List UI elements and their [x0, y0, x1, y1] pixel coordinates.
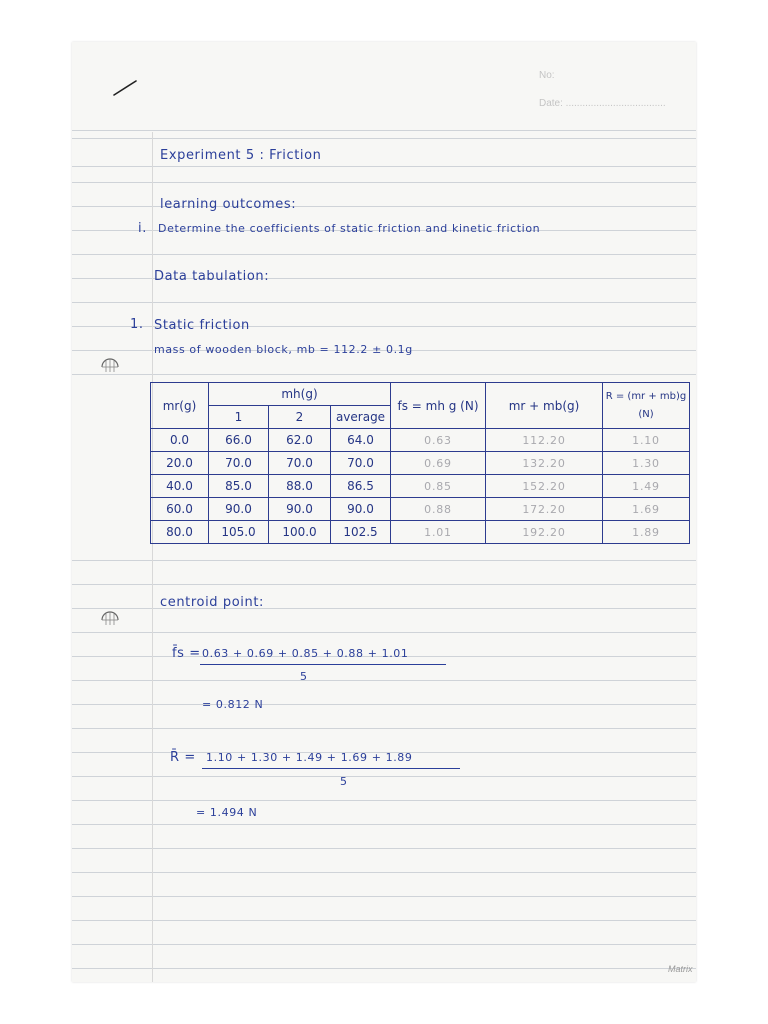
cell-mass-sum: 192.20 [486, 521, 603, 544]
cell-trial-1: 85.0 [209, 475, 269, 498]
header-mh: mh(g) [209, 383, 391, 406]
cell-R: 1.89 [603, 521, 690, 544]
binder-hole-icon [100, 355, 120, 373]
table-header-row [151, 383, 690, 406]
cell-trial-1: 105.0 [209, 521, 269, 544]
notebook-page [72, 42, 696, 982]
ruled-line [72, 920, 696, 921]
R-numerator: 1.10 + 1.30 + 1.49 + 1.69 + 1.89 [206, 751, 413, 764]
table-row [151, 475, 690, 498]
cell-mr: 0.0 [151, 429, 209, 452]
cell-average: 64.0 [331, 429, 391, 452]
ruled-line [72, 166, 696, 167]
table-row [151, 498, 690, 521]
ruled-line [72, 302, 696, 303]
table-row [151, 452, 690, 475]
ruled-line [72, 182, 696, 183]
number-label: No: [539, 70, 555, 81]
cell-trial-1: 90.0 [209, 498, 269, 521]
cell-average: 90.0 [331, 498, 391, 521]
header-average: average [331, 406, 391, 429]
R-denominator: 5 [340, 775, 348, 788]
header-fs: fs = mh g (N) [391, 383, 486, 429]
cell-fs: 0.69 [391, 452, 486, 475]
cell-mr: 60.0 [151, 498, 209, 521]
cell-trial-1: 70.0 [209, 452, 269, 475]
cell-average: 102.5 [331, 521, 391, 544]
cell-mass-sum: 172.20 [486, 498, 603, 521]
cell-mr: 40.0 [151, 475, 209, 498]
cell-fs: 0.88 [391, 498, 486, 521]
header-trial-2: 2 [269, 406, 331, 429]
cell-R: 1.10 [603, 429, 690, 452]
ruled-line [72, 704, 696, 705]
cell-trial-2: 90.0 [269, 498, 331, 521]
R-fraction-bar [202, 768, 460, 769]
ruled-line [72, 968, 696, 969]
header-R-line1: R = (mr + mb)g [605, 390, 687, 402]
cell-trial-2: 100.0 [269, 521, 331, 544]
ruled-line [72, 560, 696, 561]
ruled-line [72, 776, 696, 777]
cell-trial-1: 66.0 [209, 429, 269, 452]
cell-trial-2: 62.0 [269, 429, 331, 452]
brand-label: Matrix [668, 964, 693, 974]
ruled-line [72, 632, 696, 633]
ruled-line [72, 130, 696, 131]
cell-trial-2: 70.0 [269, 452, 331, 475]
cell-mr: 20.0 [151, 452, 209, 475]
header-mr: mr(g) [151, 383, 209, 429]
outcome-text: Determine the coefficients of static friction and kinetic friction [158, 222, 541, 235]
data-tabulation-heading: Data tabulation: [154, 269, 270, 284]
cell-mass-sum: 132.20 [486, 452, 603, 475]
binder-hole-icon [100, 608, 120, 626]
header-mass-sum: mr + mb(g) [486, 383, 603, 429]
ruled-line [72, 584, 696, 585]
outcome-number: i. [138, 221, 147, 236]
margin-line [152, 132, 153, 982]
centroid-heading: centroid point: [160, 595, 265, 610]
R-result: = 1.494 N [196, 806, 258, 819]
tick-mark-icon [112, 78, 138, 98]
cell-average: 70.0 [331, 452, 391, 475]
R-mean-lhs: R̄ = [170, 750, 196, 765]
section-title: Static friction [154, 318, 250, 333]
page-title: Experiment 5 : Friction [160, 148, 322, 163]
cell-fs: 1.01 [391, 521, 486, 544]
table-row [151, 521, 690, 544]
date-label: Date: .................................... [539, 98, 666, 109]
cell-mr: 80.0 [151, 521, 209, 544]
ruled-line [72, 800, 696, 801]
learning-outcomes-heading: learning outcomes: [160, 197, 297, 212]
header-trial-1: 1 [209, 406, 269, 429]
cell-average: 86.5 [331, 475, 391, 498]
cell-fs: 0.85 [391, 475, 486, 498]
ruled-line [72, 374, 696, 375]
ruled-line [72, 896, 696, 897]
header-R-line2: (N) [638, 408, 654, 420]
cell-R: 1.30 [603, 452, 690, 475]
cell-R: 1.69 [603, 498, 690, 521]
fs-numerator: 0.63 + 0.69 + 0.85 + 0.88 + 1.01 [202, 647, 409, 660]
ruled-line [72, 824, 696, 825]
fs-mean-lhs: f̄s = [172, 646, 201, 661]
static-friction-table [150, 382, 690, 544]
table-row [151, 429, 690, 452]
fs-result: = 0.812 N [202, 698, 264, 711]
ruled-line [72, 728, 696, 729]
cell-mass-sum: 112.20 [486, 429, 603, 452]
cell-fs: 0.63 [391, 429, 486, 452]
ruled-line [72, 872, 696, 873]
fs-denominator: 5 [300, 670, 308, 683]
cell-R: 1.49 [603, 475, 690, 498]
mass-line: mass of wooden block, mb = 112.2 ± 0.1g [154, 343, 413, 356]
ruled-line [72, 680, 696, 681]
header-R [603, 383, 690, 429]
ruled-line [72, 944, 696, 945]
fs-fraction-bar [200, 664, 446, 665]
section-number: 1. [130, 317, 144, 332]
ruled-line [72, 138, 696, 139]
ruled-line [72, 848, 696, 849]
ruled-line [72, 254, 696, 255]
cell-mass-sum: 152.20 [486, 475, 603, 498]
cell-trial-2: 88.0 [269, 475, 331, 498]
